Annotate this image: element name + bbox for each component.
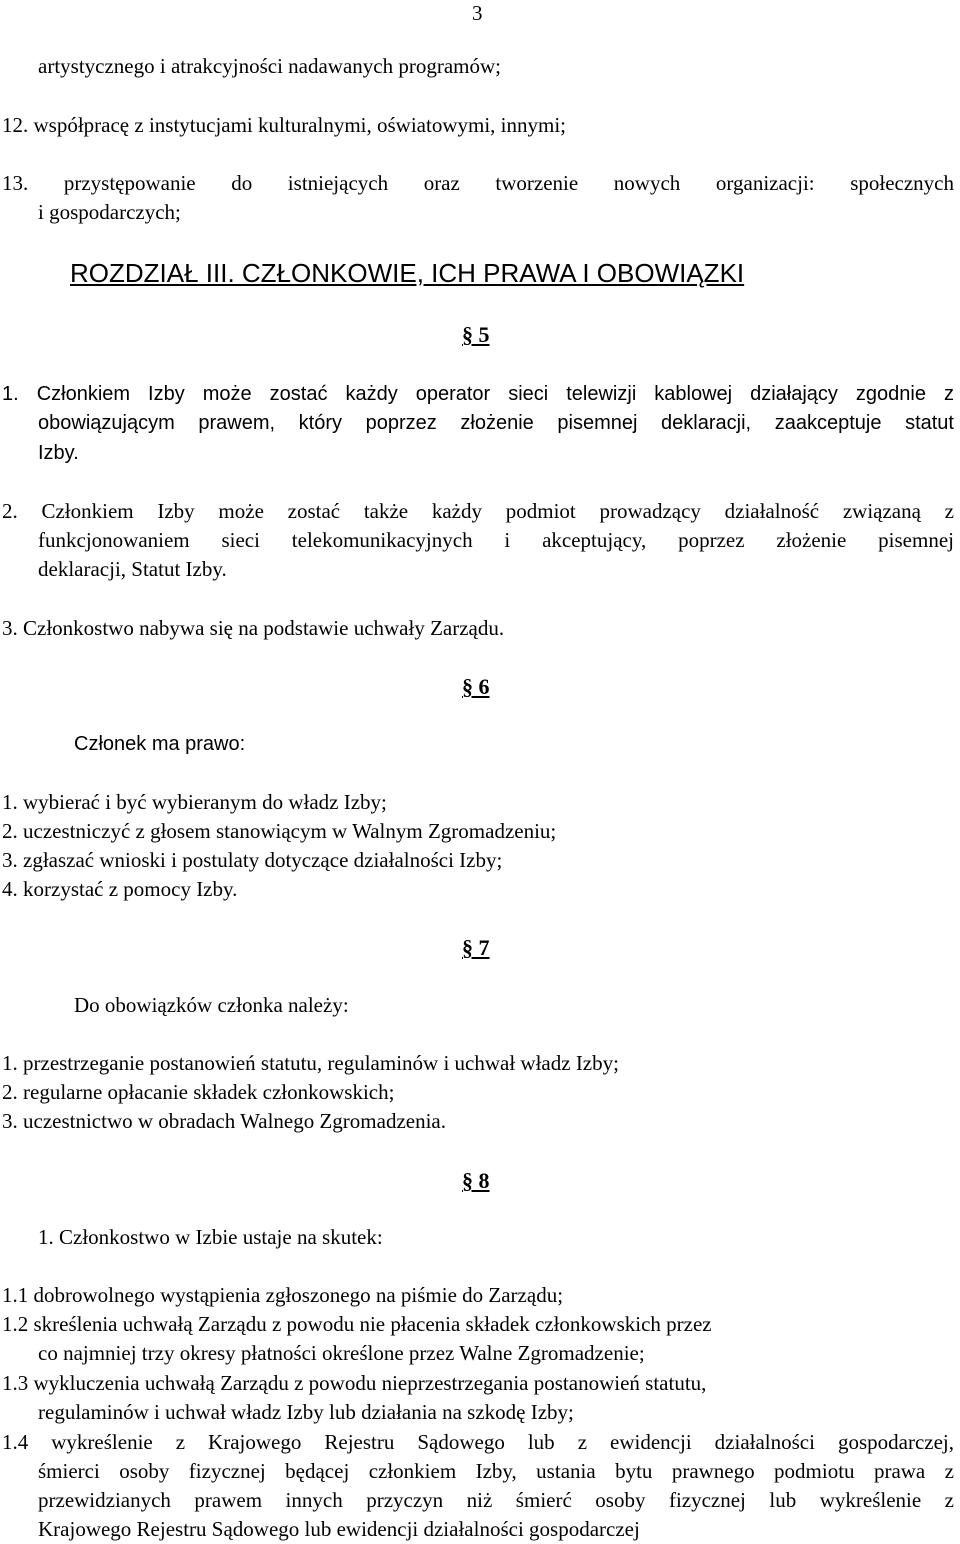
list-item-12: 12. współpracę z instytucjami kulturalnymi, oświatowymi, innymi; (2, 113, 567, 137)
section-8-item-1-4-line-4: Krajowego Rejestru Sądowego lub ewidencji działalności gospodarczej (38, 1517, 640, 1541)
section-7-list-item: 2. regularne opłacanie składek członkowskich; (2, 1080, 395, 1104)
section-8-item-1-2-line-2: co najmniej trzy okresy płatności określone przez Walne Zgromadzenie; (38, 1341, 645, 1365)
section-8-item-1-1: 1.1 dobrowolnego wystąpienia zgłoszonego na piśmie do Zarządu; (2, 1283, 564, 1307)
section-5-paragraph-1-line-1: 1. Członkiem Izby może zostać każdy operator sieci telewizji kablowej działający zgodnie z (2, 383, 954, 405)
section-6-mark: § 6 (462, 674, 490, 699)
page-number: 3 (472, 1, 483, 25)
section-6-list-item: 1. wybierać i być wybieranym do władz Izby; (2, 790, 387, 814)
list-item-13-line-1: 13. przystępowanie do istniejących oraz tworzenie nowych organizacji: społecznych (2, 171, 954, 195)
section-6-list-item: 2. uczestniczyć z głosem stanowiącym w Walnym Zgromadzeniu; (2, 819, 557, 843)
section-8-item-1-2-line-1: 1.2 skreślenia uchwałą Zarządu z powodu nie płacenia składek członkowskich przez (2, 1312, 712, 1336)
list-item-13-line-2: i gospodarczych; (38, 200, 181, 224)
section-8-item-1-4-line-2: śmierci osoby fizycznej będącej członkiem Izby, ustania bytu prawnego podmiotu prawa z (38, 1459, 954, 1483)
section-7-list-item: 3. uczestnictwo w obradach Walnego Zgromadzenia. (2, 1109, 447, 1133)
section-8-mark: § 8 (462, 1168, 490, 1193)
section-8-item-1-4-line-3: przewidzianych prawem innych przyczyn niż śmierć osoby fizycznej lub wykreślenie z (38, 1488, 954, 1512)
section-8-item-1-4-line-1: 1.4 wykreślenie z Krajowego Rejestru Sądowego lub z ewidencji działalności gospodarczej, (2, 1430, 954, 1454)
section-7-mark: § 7 (462, 935, 490, 960)
section-5-paragraph-2-line-1: 2. Członkiem Izby może zostać także każdy podmiot prowadzący działalność związaną z (2, 499, 954, 523)
section-5-paragraph-1-line-2: obowiązującym prawem, który poprzez złożenie pisemnej deklaracji, zaakceptuje statut (38, 412, 954, 434)
section-6-list-item: 4. korzystać z pomocy Izby. (2, 877, 238, 901)
section-7-intro: Do obowiązków członka należy: (74, 993, 349, 1017)
section-8-item-1-3-line-1: 1.3 wykluczenia uchwałą Zarządu z powodu nieprzestrzegania postanowień statutu, (2, 1371, 707, 1395)
section-8-intro: 1. Członkostwo w Izbie ustaje na skutek: (38, 1225, 383, 1249)
chapter-title: ROZDZIAŁ III. CZŁONKOWIE, ICH PRAWA I OBOWIĄZKI (70, 258, 745, 288)
section-5-paragraph-3: 3. Członkostwo nabywa się na podstawie uchwały Zarządu. (2, 616, 505, 640)
section-8-item-1-3-line-2: regulaminów i uchwał władz Izby lub działania na szkodę Izby; (38, 1400, 574, 1424)
section-7-list-item: 1. przestrzeganie postanowień statutu, regulaminów i uchwał władz Izby; (2, 1051, 619, 1075)
section-6-list-item: 3. zgłaszać wnioski i postulaty dotyczące działalności Izby; (2, 848, 503, 872)
section-5-paragraph-2-line-3: deklaracji, Statut Izby. (38, 557, 227, 581)
list-item-11-continuation: artystycznego i atrakcyjności nadawanych programów; (38, 54, 501, 78)
section-5-paragraph-1-line-3: Izby. (38, 442, 79, 464)
section-6-intro: Członek ma prawo: (74, 733, 246, 755)
section-5-paragraph-2-line-2: funkcjonowaniem sieci telekomunikacyjnych i akceptujący, poprzez złożenie pisemnej (38, 528, 954, 552)
section-5-mark: § 5 (462, 322, 490, 347)
